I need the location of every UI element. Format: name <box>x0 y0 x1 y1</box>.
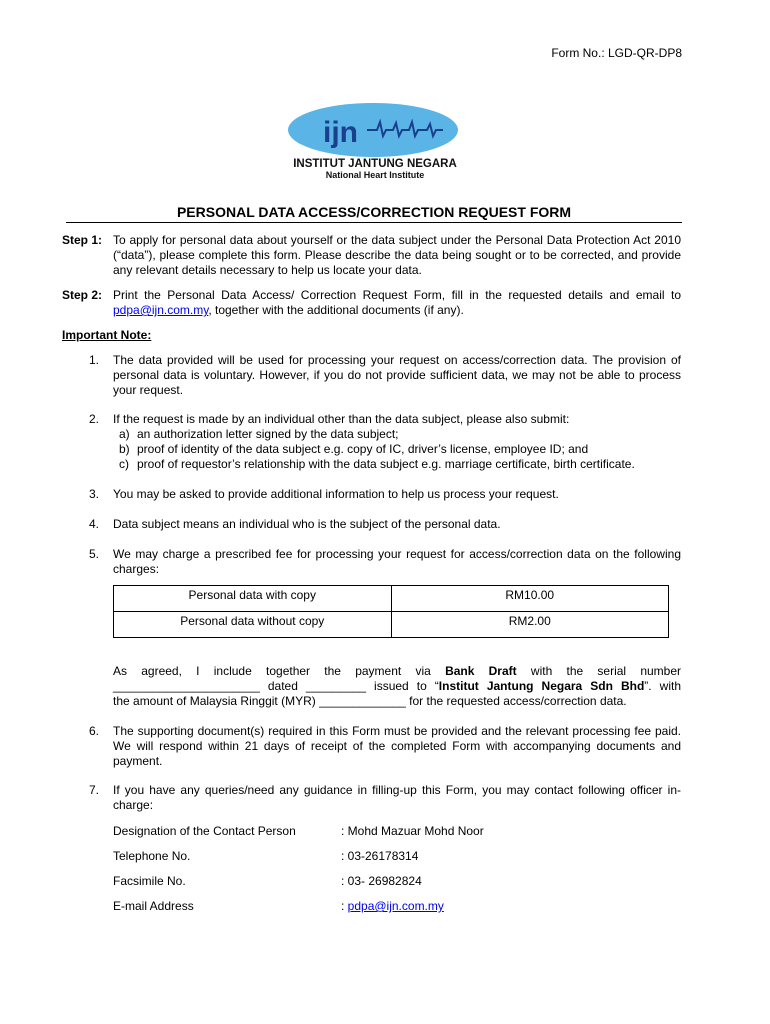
contact-value: : 03-26178314 <box>341 849 419 863</box>
contact-label: Facsimile No. <box>113 874 186 888</box>
contact-value: : 03- 26982824 <box>341 874 422 888</box>
note-item-4 <box>89 517 681 532</box>
step-text-after: , together with the additional documents (if any). <box>208 303 464 317</box>
fee-amount: RM2.00 <box>391 612 669 638</box>
payment-line <box>113 679 681 694</box>
logo-mark: ijn <box>323 116 358 149</box>
sub-item <box>113 442 681 457</box>
note-number: 5. <box>89 547 100 561</box>
fee-description: Personal data with copy <box>114 586 392 612</box>
payment-line: the amount of Malaysia Ringgit (MYR) _____________ for the requested access/correction data. <box>113 694 627 708</box>
note-text: The data provided will be used for processing your request on access/correction data. The provision of personal data is voluntary. However, if you do not provide sufficient data, we may not be able to process your request. <box>113 353 681 397</box>
step-text-before: Print the Personal Data Access/ Correction Request Form, fill in the requested details and email to <box>113 288 681 302</box>
note-item-3 <box>89 487 681 502</box>
step-2 <box>62 288 681 318</box>
payment-line <box>113 664 681 679</box>
form-number: Form No.: LGD-QR-DP8 <box>551 46 682 60</box>
note-item-5 <box>89 547 681 577</box>
step-label: Step 2: <box>62 288 103 302</box>
note-number: 3. <box>89 487 100 501</box>
payment-text: As agreed, I include together the payment via <box>113 664 431 678</box>
payment-statement <box>113 664 681 709</box>
note-text: We may charge a prescribed fee for processing your request for access/correction data on the following charges: <box>113 547 681 576</box>
note-number: 7. <box>89 783 100 797</box>
table-row <box>114 612 669 638</box>
fee-table <box>113 585 669 638</box>
step-label: Step 1: <box>62 233 103 247</box>
payment-text: ______________________ dated _________ issued to “ <box>113 679 439 693</box>
note-item-1 <box>89 353 681 398</box>
contact-row-telephone <box>113 849 583 864</box>
note-number: 6. <box>89 724 100 738</box>
payment-text: ”. with <box>644 679 681 693</box>
ijn-logo <box>285 102 465 182</box>
step-text <box>113 288 681 318</box>
logo-subtitle: National Heart Institute <box>325 170 425 180</box>
contact-email-link[interactable]: pdpa@ijn.com.my <box>347 899 444 913</box>
page-title: PERSONAL DATA ACCESS/CORRECTION REQUEST FORM <box>66 203 682 223</box>
contact-label: Telephone No. <box>113 849 191 863</box>
contact-value: : Mohd Mazuar Mohd Noor <box>341 824 484 838</box>
logo-name: INSTITUT JANTUNG NEGARA <box>293 158 457 170</box>
note-item-7 <box>89 783 681 813</box>
note-text: If the request is made by an individual other than the data subject, please also submit: <box>113 412 570 426</box>
sub-text: proof of requestor’s relationship with the data subject e.g. marriage certificate, birth certificate. <box>137 457 635 471</box>
note-number: 2. <box>89 412 100 426</box>
sub-text: an authorization letter signed by the data subject; <box>137 427 399 441</box>
sub-letter: a) <box>119 427 130 441</box>
sub-letter: c) <box>119 457 129 471</box>
payee-name: Institut Jantung Negara Sdn Bhd <box>438 679 645 693</box>
email-link[interactable]: pdpa@ijn.com.my <box>113 303 209 317</box>
note-item-2 <box>89 412 681 472</box>
sub-letter: b) <box>119 442 130 456</box>
sub-text: proof of identity of the data subject e.g. copy of IC, driver’s license, employee ID; and <box>137 442 589 456</box>
note-text: You may be asked to provide additional information to help us process your request. <box>113 487 559 501</box>
sub-item <box>113 427 681 442</box>
note-item-6 <box>89 724 681 769</box>
contact-prefix: : <box>341 899 348 913</box>
note-number: 1. <box>89 353 100 367</box>
note-text: Data subject means an individual who is the subject of the personal data. <box>113 517 501 531</box>
contact-label: Designation of the Contact Person <box>113 824 296 838</box>
contact-value <box>341 899 583 914</box>
note-text: The supporting document(s) required in this Form must be provided and the relevant processing fee paid. We will respond within 21 days of receipt of the completed Form with accompanying documents and payment. <box>113 724 681 768</box>
important-note-heading: Important Note: <box>62 328 152 342</box>
step-text: To apply for personal data about yourself or the data subject under the Personal Data Protection Act 2010 (“data”), please complete this form. Please describe the data being sought or to be corrected, and provide any relevant details necessary to help us locate your data. <box>113 233 681 277</box>
fee-description: Personal data without copy <box>114 612 392 638</box>
step-1 <box>62 233 681 278</box>
fee-amount: RM10.00 <box>391 586 669 612</box>
contact-row-email <box>113 899 583 914</box>
contact-row-facsimile <box>113 874 583 889</box>
payment-text: with the serial number <box>530 664 682 678</box>
note-number: 4. <box>89 517 100 531</box>
payment-method: Bank Draft <box>445 664 517 678</box>
note-body <box>113 412 681 472</box>
note-text: If you have any queries/need any guidance in filling-up this Form, you may contact following officer in-charge: <box>113 783 681 812</box>
table-row <box>114 586 669 612</box>
contact-row-designation <box>113 824 583 839</box>
contact-label: E-mail Address <box>113 899 194 913</box>
sub-item <box>113 457 681 472</box>
